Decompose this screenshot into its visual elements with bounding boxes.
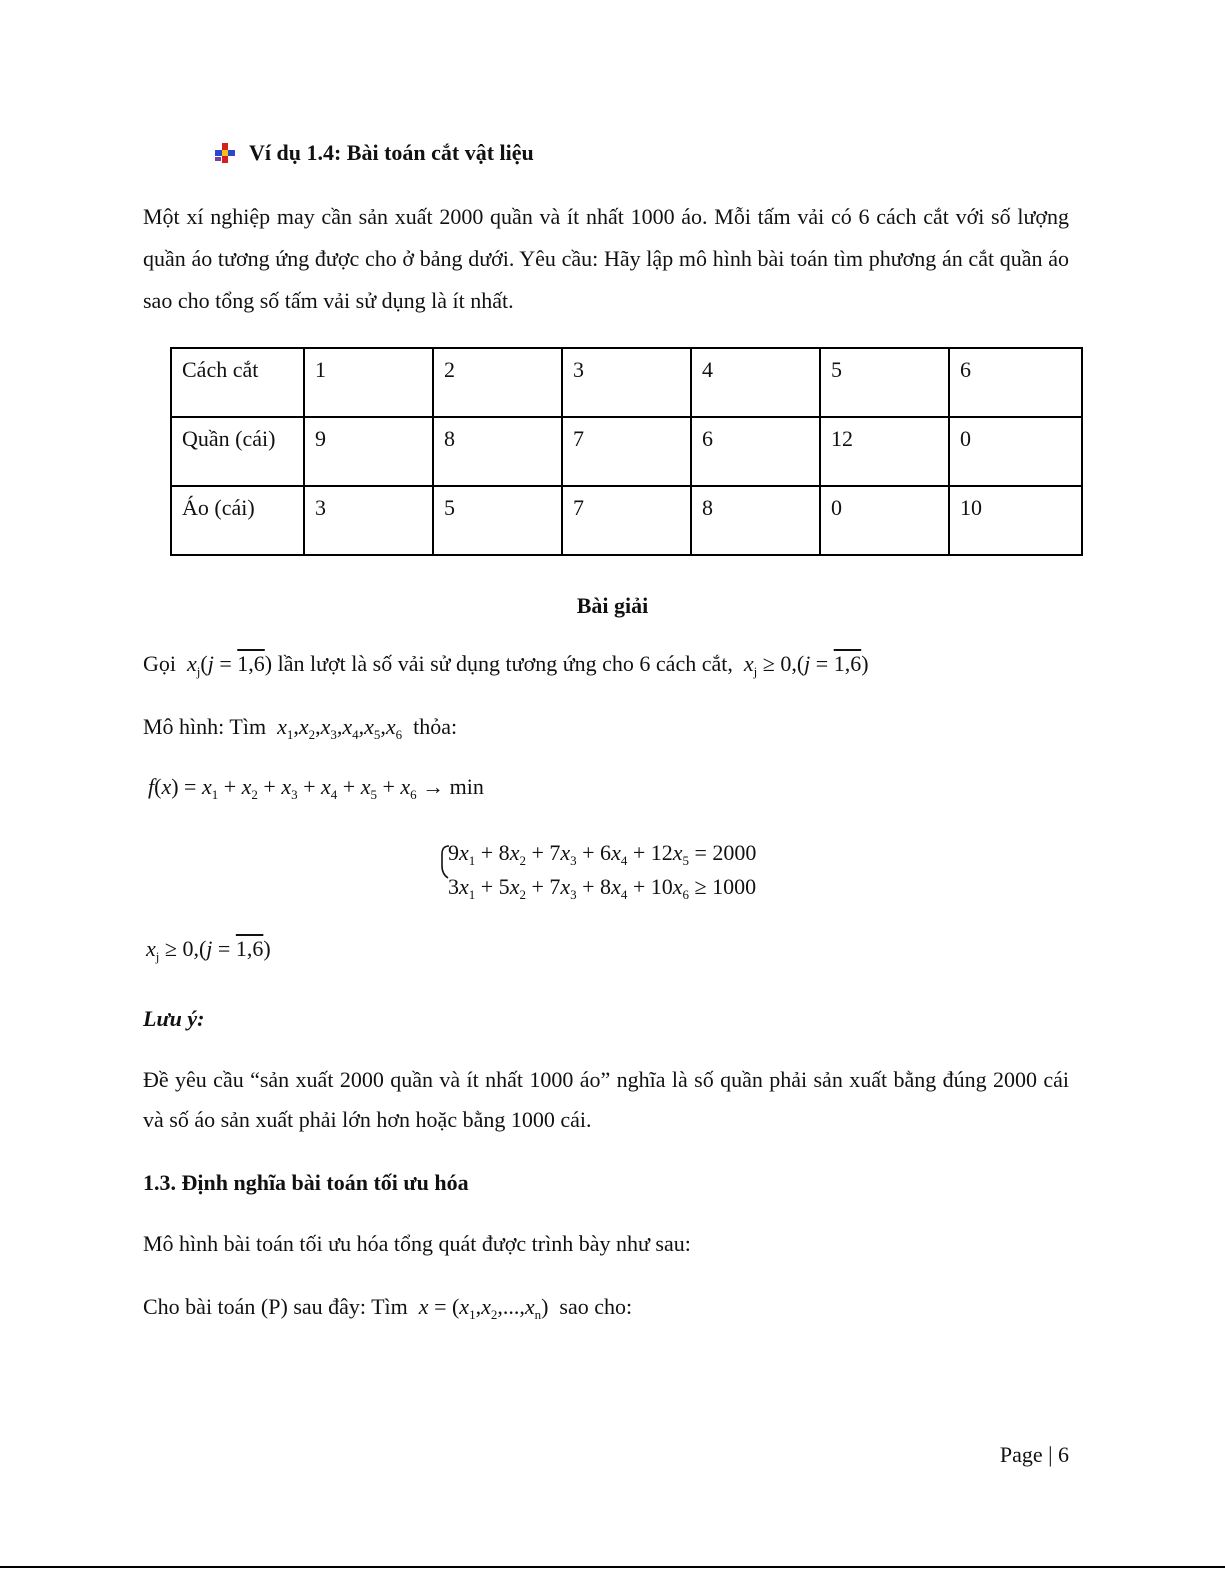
solution-title: Bài giải	[576, 593, 649, 618]
table-row	[171, 417, 1082, 486]
note-paragraph: Đề yêu cầu “sản xuất 2000 quần và ít nhất 1000 áo” nghĩa là số quần phải sản xuất bằng đúng 2000 cái và số áo sản xuất phải lớn hơn hoặc bằng 1000 cái.	[143, 1067, 1069, 1132]
variable-symbol: $x_j(j = 1,6)$	[181, 651, 273, 679]
table-cell: 8	[691, 486, 820, 555]
table-cell: 3	[304, 486, 433, 555]
objective-function: $f(x) = x_1 + x_2 + x_3 + x_4 + x_5 + x_6 \to \min$	[148, 774, 484, 802]
constraint-1: $9x_1 + 8x_2 + 7x_3 + 6x_4 + 12x_5 = 2000$	[448, 840, 757, 868]
table-cell: 3	[562, 348, 691, 417]
constraint-2-rhs: ≥ 1000	[694, 874, 757, 899]
section-line-1: Mô hình bài toán tối ưu hóa tổng quát được trình bày như sau:	[143, 1231, 691, 1256]
nonneg-constraint: $x_j \ge 0,(j = 1,6)$	[146, 936, 271, 964]
variable-definition	[143, 651, 869, 677]
note-title: Lưu ý:	[143, 1006, 205, 1031]
problem-suffix: sao cho:	[559, 1294, 633, 1319]
section-title: 1.3. Định nghĩa bài toán tối ưu hóa	[143, 1170, 469, 1195]
page-number: Page | 6	[999, 1442, 1069, 1467]
table-cell: 0	[820, 486, 949, 555]
goi-prefix: Gọi	[143, 651, 176, 676]
problem-vector: $x = (x_1,x_2,...,x_n)$	[413, 1294, 549, 1322]
table-cell: 12	[820, 417, 949, 486]
model-suffix: thỏa:	[413, 714, 458, 739]
table-cell: 7	[562, 486, 691, 555]
table-cell: 2	[433, 348, 562, 417]
constraint-2: $3x_1 + 5x_2 + 7x_3 + 8x_4 + 10x_6 \ge 1000$	[448, 874, 757, 902]
table-cell: 4	[691, 348, 820, 417]
table-cell: Quần (cái)	[171, 417, 304, 486]
objective-arrow: → min	[422, 774, 484, 799]
table-row	[171, 348, 1082, 417]
problem-prefix: Cho bài toán (P) sau đây: Tìm	[143, 1294, 408, 1319]
model-line	[143, 714, 457, 740]
example-heading-text: Ví dụ 1.4: Bài toán cắt vật liệu	[249, 140, 534, 165]
table-cell: 9	[304, 417, 433, 486]
example-heading	[213, 140, 534, 166]
table-row	[171, 486, 1082, 555]
section-line-2	[143, 1294, 632, 1320]
puzzle-bullet-icon	[213, 142, 237, 164]
constraint-1-rhs: = 2000	[694, 840, 757, 865]
table-cell: Áo (cái)	[171, 486, 304, 555]
table-cell: Cách cắt	[171, 348, 304, 417]
table-cell: 10	[949, 486, 1082, 555]
table-cell: 6	[691, 417, 820, 486]
table-cell: 5	[820, 348, 949, 417]
cutting-table	[170, 347, 1083, 556]
nonneg-condition: $x_j \ge 0,(j = 1,6)$	[738, 651, 869, 679]
table-cell: 0	[949, 417, 1082, 486]
table-cell: 1	[304, 348, 433, 417]
model-prefix: Mô hình: Tìm	[143, 714, 267, 739]
table-cell: 7	[562, 417, 691, 486]
table-cell: 8	[433, 417, 562, 486]
table-cell: 6	[949, 348, 1082, 417]
bottom-divider	[0, 1566, 1225, 1568]
intro-paragraph: Một xí nghiệp may cần sản xuất 2000 quần và ít nhất 1000 áo. Mỗi tấm vải có 6 cách cắt với số lượng quần áo tương ứng được cho ở bảng dưới. Yêu cầu: Hãy lập mô hình bài toán tìm phương án cắt quần áo sao cho tổng số tấm vải sử dụng là ít nhất.	[143, 204, 1069, 313]
model-variables: $x_1,x_2,x_3,x_4,x_5,x_6$	[271, 714, 403, 742]
table-cell: 5	[433, 486, 562, 555]
goi-text: lần lượt là số vải sử dụng tương ứng cho 6 cách cắt,	[277, 651, 733, 676]
